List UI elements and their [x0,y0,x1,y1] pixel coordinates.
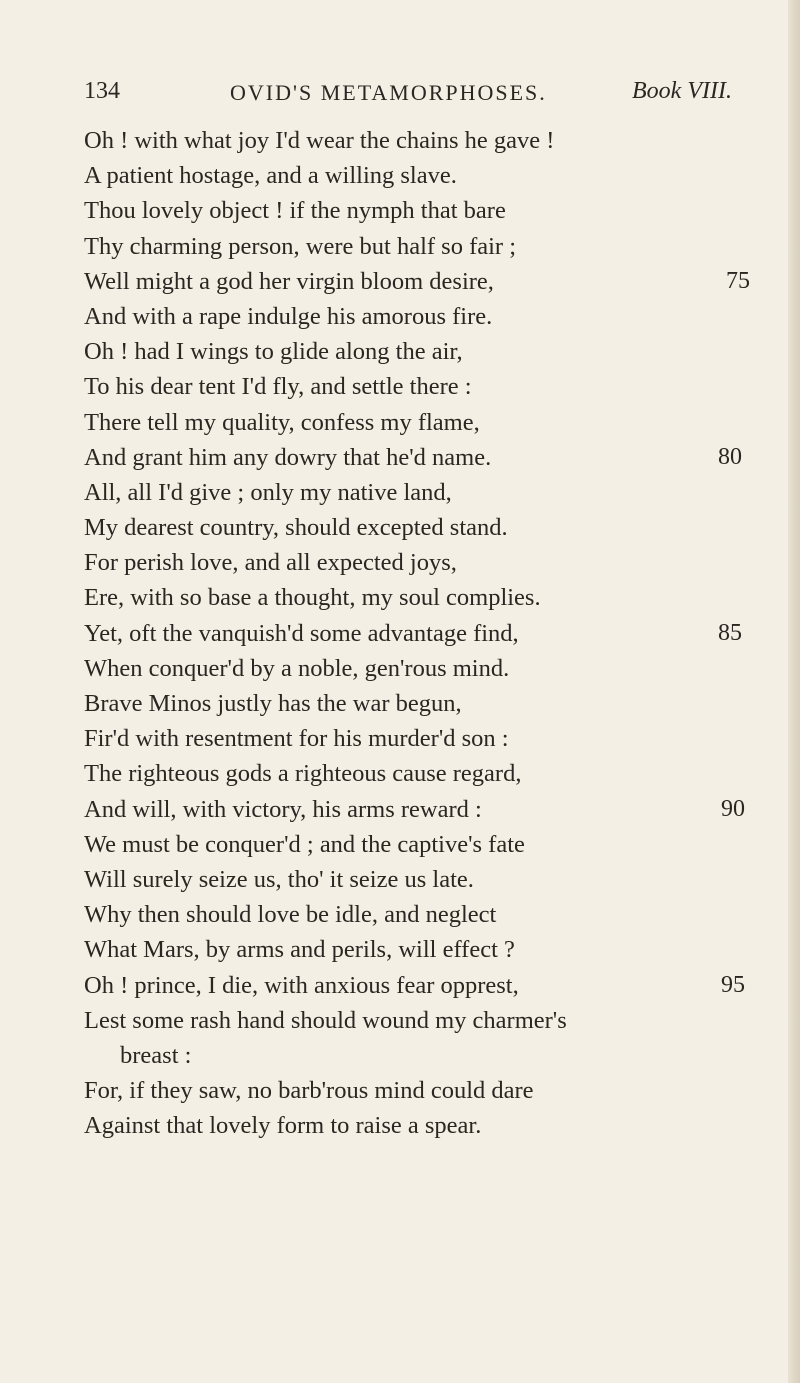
line-text: Well might a god her virgin bloom desire, [84,267,494,295]
line-text: And with a rape indulge his amorous fire. [84,302,493,330]
line-text: What Mars, by arms and perils, will effect ? [84,936,515,964]
poem-line [84,475,784,510]
line-text: For, if they saw, no barb'rous mind could dare [84,1077,534,1105]
line-text: To his dear tent I'd fly, and settle there : [84,373,472,401]
poem-line [84,968,784,1003]
page-edge [788,0,800,1383]
line-text: And grant him any dowry that he'd name. [84,443,492,471]
poem-line [84,123,784,158]
poem-line [84,721,784,756]
poem-line [84,1108,784,1143]
line-text: A patient hostage, and a willing slave. [84,162,457,190]
line-number: 85 [718,619,742,646]
running-header [84,78,774,112]
line-text: Fir'd with resentment for his murder'd son : [84,725,509,753]
poem-line [84,334,784,369]
book-label: Book VIII. [632,78,732,104]
line-text: There tell my quality, confess my flame, [84,408,480,436]
line-text: Against that lovely form to raise a spear. [84,1112,482,1140]
running-title: OVID'S METAMORPHOSES. [230,80,547,105]
line-number: 80 [718,443,742,470]
poem-line [84,229,784,264]
line-number: 95 [721,971,745,998]
line-text: Why then should love be idle, and neglect [84,901,497,929]
poem-line [84,1073,784,1108]
line-text: Ere, with so base a thought, my soul complies. [84,584,541,612]
poem-line [84,440,784,475]
poem-line [84,369,784,404]
poem-line [84,580,784,615]
line-text: And will, with victory, his arms reward : [84,795,482,823]
poem-line [84,193,784,228]
poem-line [84,651,784,686]
line-text: Yet, oft the vanquish'd some advantage find, [84,619,519,647]
line-text: The righteous gods a righteous cause regard, [84,760,522,788]
line-text: Will surely seize us, tho' it seize us late. [84,865,474,893]
line-text: Oh ! had I wings to glide along the air, [84,338,463,366]
line-text: Thou lovely object ! if the nymph that bare [84,197,506,225]
poem-line [84,686,784,721]
line-text: Lest some rash hand should wound my charmer's [84,1006,567,1034]
poem-body [84,123,784,1143]
line-text: Oh ! prince, I die, with anxious fear opprest, [84,971,519,999]
line-text: Brave Minos justly has the war begun, [84,690,462,717]
poem-line [84,264,784,299]
line-text: Oh ! with what joy I'd wear the chains he gave ! [84,127,555,154]
line-text: When conquer'd by a noble, gen'rous mind. [84,654,510,682]
line-number: 90 [721,795,745,822]
line-number: 75 [726,267,750,294]
poem-line [84,932,784,967]
poem-line [84,405,784,440]
line-text: We must be conquer'd ; and the captive's fate [84,830,525,858]
line-text: For perish love, and all expected joys, [84,549,457,577]
line-text: All, all I'd give ; only my native land, [84,478,452,506]
poem-line [84,510,784,545]
poem-line [84,299,784,334]
poem-line [84,1038,784,1073]
page-number: 134 [84,78,120,104]
poem-line [84,1003,784,1038]
poem-line [84,756,784,791]
poem-line [84,158,784,193]
poem-line [84,897,784,932]
poem-line [84,545,784,580]
line-text: Thy charming person, were but half so fair ; [84,232,517,260]
poem-line [84,862,784,897]
poem-line [84,616,784,651]
poem-line [84,792,784,827]
line-text: breast : [120,1041,192,1069]
poem-line [84,827,784,862]
line-text: My dearest country, should excepted stand. [84,514,508,542]
